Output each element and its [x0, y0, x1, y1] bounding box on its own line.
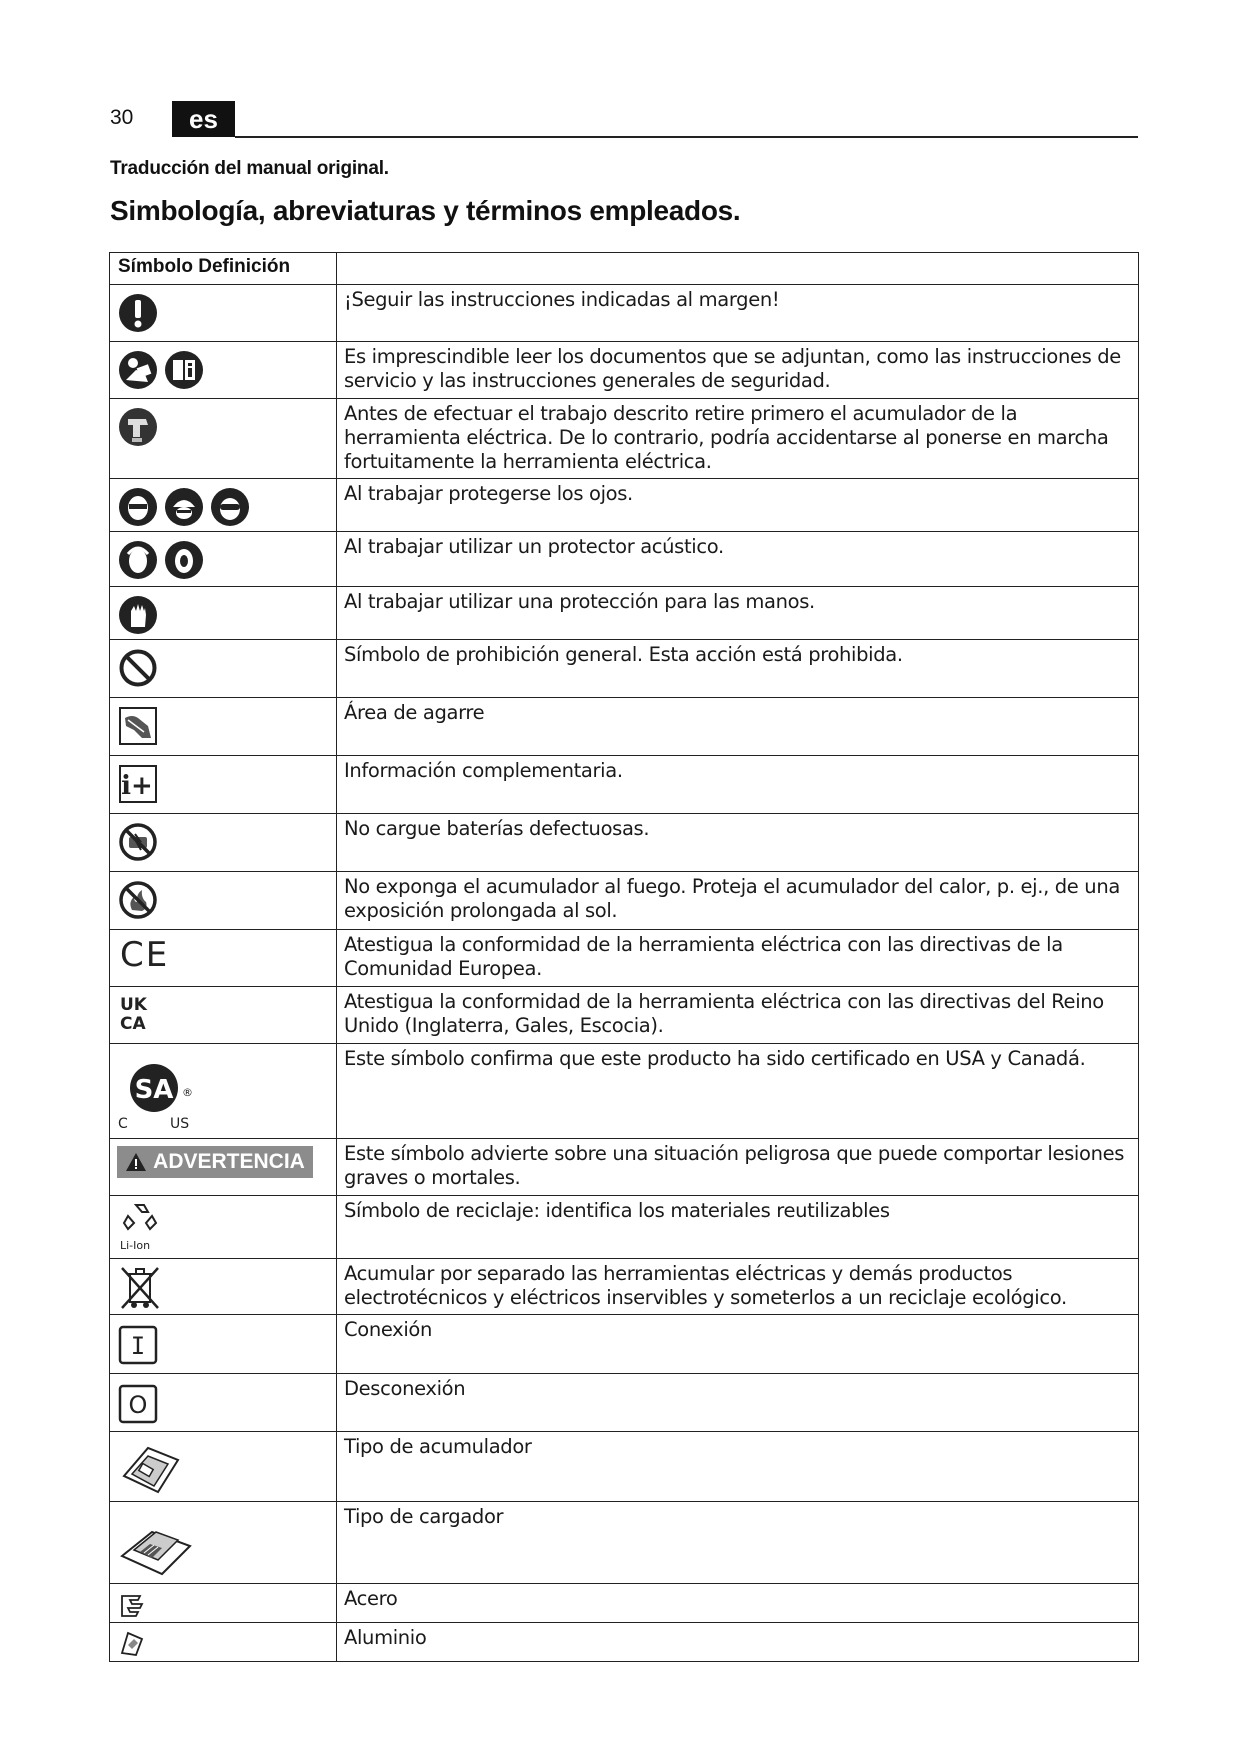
table-row — [110, 479, 1139, 532]
table-row — [110, 1139, 1139, 1196]
table-row — [110, 640, 1139, 698]
page-number: 30 — [110, 106, 134, 129]
definition-cell: Área de agarre — [337, 698, 1139, 756]
safety-goggles-icon — [210, 487, 250, 527]
table-row — [110, 399, 1139, 479]
definition-cell: Acumular por separado las herramientas eléctricas y demás productos electrotécnicos y eléctricos inservibles y someterlos a un reciclaje ecológico. — [337, 1259, 1139, 1315]
ce-mark-icon — [118, 935, 170, 975]
hand-protection-icon — [118, 595, 158, 635]
definition-cell: No exponga el acumulador al fuego. Proteja el acumulador del calor, p. ej., de una exposición prolongada al sol. — [337, 872, 1139, 930]
table-row — [110, 285, 1139, 342]
definition-cell: Desconexión — [337, 1374, 1139, 1432]
definition-cell: No cargue baterías defectuosas. — [337, 814, 1139, 872]
grip-area-icon — [118, 706, 158, 746]
info-plus-icon — [118, 764, 158, 804]
weee-bin-icon — [118, 1264, 162, 1310]
table-row — [110, 872, 1139, 930]
ear-protection-icon — [164, 540, 204, 580]
warning-triangle-icon — [125, 1152, 147, 1172]
definition-cell: ¡Seguir las instrucciones indicadas al margen! — [337, 285, 1139, 342]
table-row — [110, 814, 1139, 872]
no-defective-battery-charge-icon — [118, 822, 158, 862]
ce-mark-label: CE — [120, 935, 170, 975]
csa-mark-icon — [118, 1052, 208, 1132]
info-document-icon — [164, 350, 204, 390]
table-row — [110, 1259, 1139, 1315]
helmet-icon — [164, 487, 204, 527]
warning-banner-icon — [117, 1146, 313, 1178]
header-rule — [235, 136, 1138, 138]
table-row — [110, 1584, 1139, 1623]
table-row — [110, 1374, 1139, 1432]
table-row — [110, 1432, 1139, 1502]
csa-c-label: C — [118, 1116, 128, 1132]
table-header-symbol-definition: Símbolo Definición — [110, 253, 337, 285]
language-tab: es — [172, 101, 235, 137]
definition-cell: Este símbolo advierte sobre una situación peligrosa que puede comportar lesiones graves o mortales. — [337, 1139, 1139, 1196]
table-header-row — [110, 253, 1139, 285]
table-row — [110, 987, 1139, 1044]
ear-muff-icon — [118, 540, 158, 580]
table-row — [110, 1315, 1139, 1374]
table-row — [110, 1044, 1139, 1139]
table-header-empty — [337, 253, 1139, 285]
definition-cell: Tipo de acumulador — [337, 1432, 1139, 1502]
table-row — [110, 1502, 1139, 1584]
read-manual-icon — [118, 350, 158, 390]
warning-banner-label: ADVERTENCIA — [153, 1150, 305, 1173]
csa-us-label: US — [170, 1116, 190, 1132]
csa-letters: SA — [134, 1075, 174, 1105]
face-shield-icon — [118, 487, 158, 527]
table-row — [110, 1623, 1139, 1662]
remove-battery-icon — [118, 407, 158, 447]
definition-cell: Es imprescindible leer los documentos que se adjuntan, como las instrucciones de servicio y las instrucciones generales de seguridad. — [337, 342, 1139, 399]
info-plus-label: i+ — [121, 771, 153, 801]
recycling-li-ion-icon — [118, 1201, 162, 1253]
ukca-mark-icon — [118, 993, 158, 1033]
power-off-icon — [118, 1384, 158, 1424]
battery-type-icon — [118, 1438, 182, 1498]
power-on-icon — [118, 1325, 158, 1365]
table-row — [110, 532, 1139, 587]
no-fire-battery-icon — [118, 880, 158, 920]
definition-cell: Antes de efectuar el trabajo descrito retire primero el acumulador de la herramienta eléctrica. De lo contrario, podría accidentarse al ponerse en marcha fortuitamente la herramienta eléctrica. — [337, 399, 1139, 479]
definition-cell: Atestigua la conformidad de la herramienta eléctrica con las directivas de la Comunidad Europea. — [337, 930, 1139, 987]
csa-registered: ® — [182, 1086, 193, 1099]
table-row — [110, 756, 1139, 814]
definition-cell: Conexión — [337, 1315, 1139, 1374]
definition-cell: Atestigua la conformidad de la herramienta eléctrica con las directivas del Reino Unido (Inglaterra, Gales, Escocia). — [337, 987, 1139, 1044]
definition-cell: Símbolo de prohibición general. Esta acción está prohibida. — [337, 640, 1139, 698]
prohibition-icon — [118, 648, 158, 688]
definition-cell: Tipo de cargador — [337, 1502, 1139, 1584]
charger-type-icon — [118, 1512, 194, 1576]
power-off-label: O — [128, 1391, 148, 1419]
document-subtitle: Traducción del manual original. — [110, 158, 389, 179]
definition-cell: Al trabajar utilizar un protector acústico. — [337, 532, 1139, 587]
symbols-table — [109, 252, 1139, 1662]
definition-cell: Al trabajar protegerse los ojos. — [337, 479, 1139, 532]
definition-cell: Aluminio — [337, 1623, 1139, 1662]
ca-label: CA — [120, 1014, 146, 1034]
mandatory-instructions-icon — [118, 293, 158, 333]
definition-cell: Al trabajar utilizar una protección para las manos. — [337, 587, 1139, 640]
power-on-label: I — [130, 1332, 146, 1360]
section-title: Simbología, abreviaturas y términos empleados. — [110, 195, 741, 226]
uk-label: UK — [120, 995, 147, 1015]
table-row — [110, 698, 1139, 756]
li-ion-label: Li-Ion — [120, 1239, 151, 1252]
definition-cell: Acero — [337, 1584, 1139, 1623]
table-row — [110, 342, 1139, 399]
table-row — [110, 1196, 1139, 1259]
definition-cell: Símbolo de reciclaje: identifica los materiales reutilizables — [337, 1196, 1139, 1259]
aluminium-icon — [118, 1629, 146, 1657]
steel-icon — [118, 1590, 146, 1618]
table-row — [110, 930, 1139, 987]
table-row — [110, 587, 1139, 640]
definition-cell: Este símbolo confirma que este producto ha sido certificado en USA y Canadá. — [337, 1044, 1139, 1139]
definition-cell: Información complementaria. — [337, 756, 1139, 814]
